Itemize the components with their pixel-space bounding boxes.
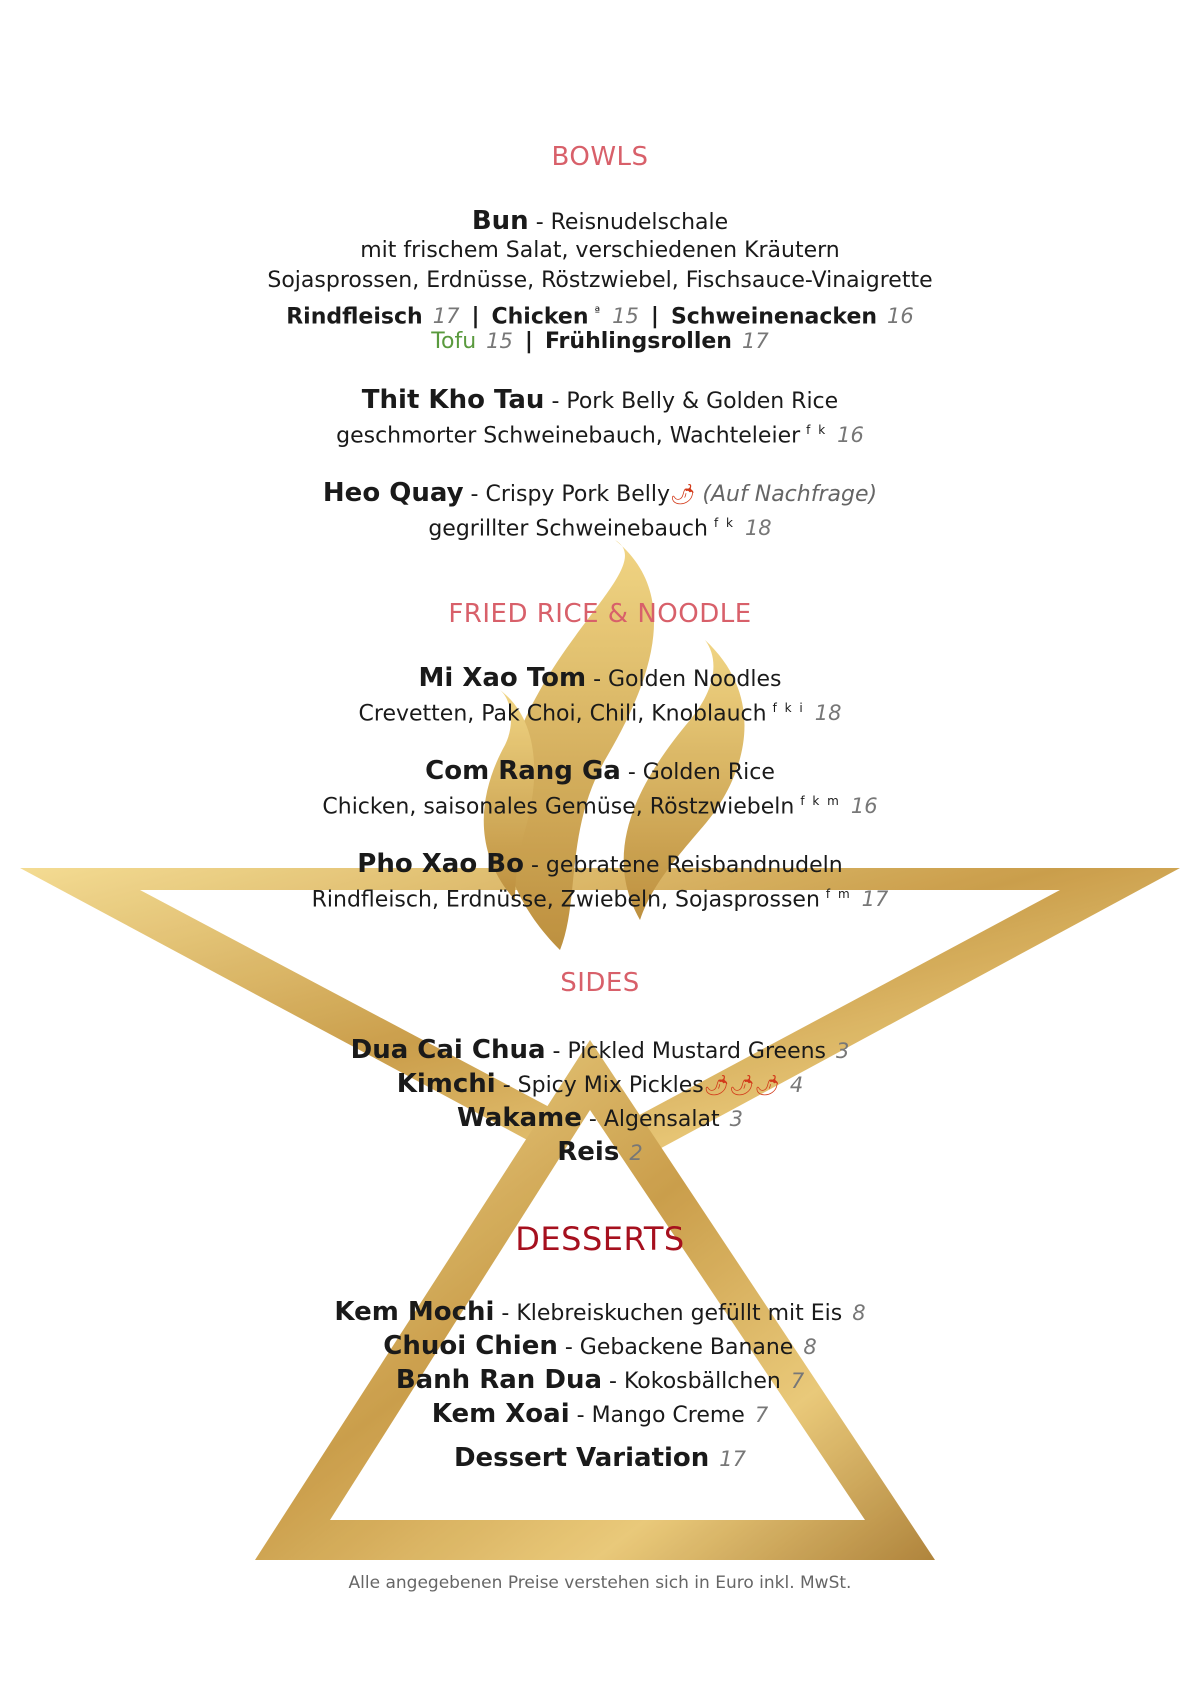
chili-icon: 🌶 xyxy=(670,482,696,506)
bun-options-row-1: Rindfleisch 17 | Chicken $^ª$ 15 | Schweinenacken 16 xyxy=(286,304,914,330)
option-label: Chicken xyxy=(491,304,589,330)
item-price: 18 xyxy=(814,701,842,726)
dessert-item: Kem Mochi - Klebreiskuchen gefüllt mit Eis 8 xyxy=(334,1297,866,1327)
price-disclaimer: Alle angegebenen Preise verstehen sich in Euro inkl. MwSt. xyxy=(348,1573,852,1593)
allergen-codes: f k m xyxy=(800,794,841,808)
item-name: Pho Xao Bo xyxy=(357,849,524,879)
section-title-sides: SIDES xyxy=(560,968,640,998)
item-description: gegrillter Schweinebauch xyxy=(428,516,708,542)
allergen-codes: f k xyxy=(713,516,735,530)
sides-list xyxy=(0,1033,1200,1169)
option-label-tofu: Tofu xyxy=(431,329,477,354)
item-name: Bun xyxy=(471,206,529,236)
item-subtitle: - Reisnudelschale xyxy=(535,210,729,235)
menu-item-com-rang-ga xyxy=(0,756,1200,820)
option-price: 16 xyxy=(887,304,914,329)
option-price: 17 xyxy=(432,304,460,329)
dessert-item: Kem Xoai - Mango Creme 7 xyxy=(431,1399,769,1429)
allergen-codes: f m xyxy=(825,887,852,901)
dessert-item: Chuoi Chien - Gebackene Banane 8 xyxy=(383,1331,817,1361)
item-name: Thit Kho Tau xyxy=(361,385,545,415)
dessert-item: Banh Ran Dua - Kokosbällchen 7 xyxy=(395,1365,805,1395)
side-item: Kimchi - Spicy Mix Pickles🌶🌶🌶 4 xyxy=(396,1069,804,1099)
option-price: 17 xyxy=(741,329,769,353)
section-title-desserts: DESSERTS xyxy=(515,1220,685,1258)
item-price: 16 xyxy=(850,794,878,819)
item-price: 18 xyxy=(744,516,772,541)
item-subtitle: - Crispy Pork Belly xyxy=(470,482,671,507)
item-name: Dessert Variation xyxy=(453,1443,710,1473)
side-item: Dua Cai Chua - Pickled Mustard Greens 3 xyxy=(350,1035,850,1065)
item-description: Crevetten, Pak Choi, Chili, Knoblauch xyxy=(358,701,767,727)
side-item: Wakame - Algensalat 3 xyxy=(457,1103,743,1133)
allergen-codes: f k xyxy=(806,423,828,437)
item-note: (Auf Nachfrage) xyxy=(702,482,878,507)
item-name: Heo Quay xyxy=(322,478,464,508)
item-subtitle: - Golden Rice xyxy=(627,760,775,785)
bun-options-row-2: Tofu 15 | Frühlingsrollen 17 xyxy=(431,329,769,354)
item-description: Sojasprossen, Erdnüsse, Röstzwiebel, Fischsauce-Vinaigrette xyxy=(267,268,933,293)
option-label: Rindfleisch xyxy=(286,304,423,330)
desserts-list xyxy=(0,1295,1200,1431)
item-description: Chicken, saisonales Gemüse, Röstzwiebeln xyxy=(322,794,795,820)
menu-item-heo-quay xyxy=(0,478,1200,542)
dessert-variation xyxy=(0,1440,1200,1476)
section-title-bowls: BOWLS xyxy=(551,142,649,172)
item-price: 16 xyxy=(837,423,864,448)
item-description: Rindfleisch, Erdnüsse, Zwiebeln, Sojasprossen xyxy=(311,887,820,913)
item-price: 17 xyxy=(719,1447,747,1471)
option-label: Schweinenacken xyxy=(670,304,878,330)
option-label: Frühlingsrollen xyxy=(544,329,732,354)
chili-icon: 🌶🌶🌶 xyxy=(703,1073,780,1097)
option-marker: ª xyxy=(594,304,603,318)
menu-item-bun xyxy=(0,206,1200,356)
menu-item-thit-kho-tau xyxy=(0,385,1200,449)
item-subtitle: - gebratene Reisbandnudeln xyxy=(530,853,843,878)
menu-item-mi-xao-tom xyxy=(0,663,1200,727)
item-subtitle: - Pork Belly & Golden Rice xyxy=(551,389,839,414)
item-name: Mi Xao Tom xyxy=(418,663,587,693)
option-price: 15 xyxy=(486,329,513,353)
section-title-fried: FRIED RICE & NOODLE xyxy=(448,599,752,629)
item-name: Com Rang Ga xyxy=(425,756,621,786)
menu-item-pho-xao-bo xyxy=(0,849,1200,913)
option-price: 15 xyxy=(612,304,639,329)
item-subtitle: - Golden Noodles xyxy=(593,667,782,692)
allergen-codes: f k i xyxy=(772,701,805,715)
item-description: mit frischem Salat, verschiedenen Kräutern xyxy=(360,238,840,263)
side-item: Reis 2 xyxy=(557,1137,643,1167)
item-price: 17 xyxy=(861,887,889,912)
item-description: geschmorter Schweinebauch, Wachteleier xyxy=(336,423,801,449)
